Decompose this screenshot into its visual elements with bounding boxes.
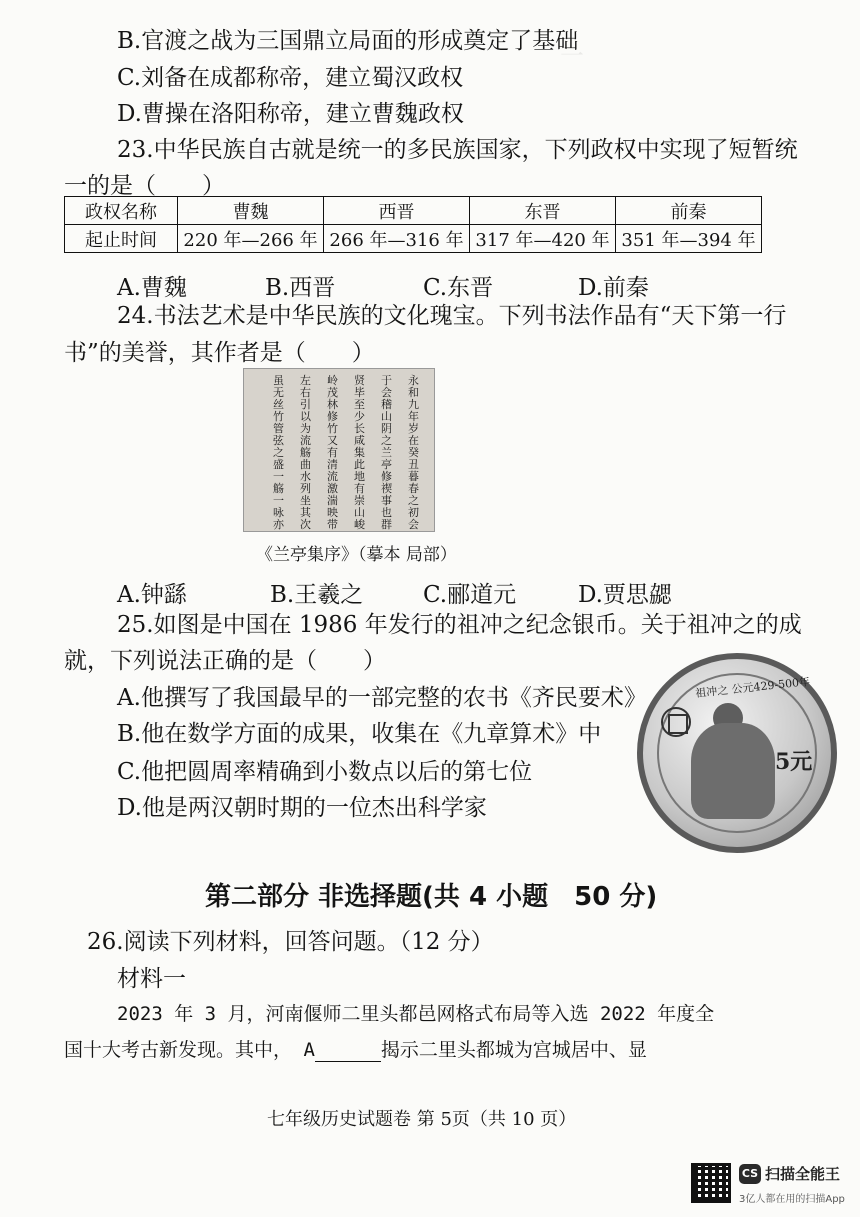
material-text-suffix: 揭示二里头都城为宫城居中、显 (380, 1039, 647, 1061)
q24-option-b: B.王羲之 (270, 582, 364, 608)
qr-code-icon (691, 1163, 731, 1203)
q24-option-a: A.钟繇 (117, 582, 187, 608)
calligraphy-column: 贤毕至少长咸集此地有崇山峻 (354, 374, 365, 531)
q25-option-c: C.他把圆周率精确到小数点以后的第七位 (117, 759, 533, 785)
calligraphy-column: 永和九年岁在癸丑暮春之初会 (408, 374, 419, 531)
q25-option-d: D.他是两汉朝时期的一位杰出科学家 (117, 795, 487, 821)
coin-portrait-figure (691, 723, 775, 819)
q25-stem: 25.如图是中国在 1986 年发行的祖冲之纪念银币。关于祖冲之的成 (117, 612, 802, 638)
q23-option-a: A.曹魏 (117, 275, 187, 301)
calligraphy-column: 虽无丝竹管弦之盛一觞一咏亦 (273, 374, 284, 531)
camscanner-logo-icon: CS (739, 1164, 761, 1184)
table-cell: 351 年—394 年 (616, 225, 762, 253)
q25-option-b: B.他在数学方面的成果，收集在《九章算术》中 (117, 721, 602, 747)
material-text-prefix: 国十大考古新发现。其中， A (64, 1039, 315, 1061)
calligraphy-column: 于会稽山阴之兰亭修禊事也群 (381, 374, 392, 531)
calligraphy-column: 岭茂林修竹又有清流激湍映带 (327, 374, 338, 531)
q22-option-b: B.官渡之战为三国鼎立局面的形成奠定了基础 (117, 28, 579, 54)
show-through-text: 一 (560, 42, 744, 70)
q22-option-c: C.刘备在成都称帝，建立蜀汉政权 (117, 65, 464, 91)
q24-stem: 24.书法艺术是中华民族的文化瑰宝。下列书法作品有“天下第一行 (117, 303, 787, 329)
table-header-cell: 起止时间 (65, 225, 178, 253)
q25-stem-cont: 就，下列说法正确的是（ ） (64, 648, 386, 674)
calligraphy-image (243, 368, 435, 532)
answer-blank (315, 1041, 381, 1062)
regime-table (64, 196, 762, 253)
geometry-diagram-icon (661, 707, 691, 737)
q24-stem-cont: 书”的美誉，其作者是（ ） (64, 340, 375, 366)
table-row (65, 197, 762, 225)
part-two-heading: 第二部分 非选择题(共 4 小题 50 分) (205, 882, 658, 912)
scanner-app-tagline: 3亿人都在用的扫描App (739, 1194, 845, 1205)
table-cell: 266 年—316 年 (324, 225, 470, 253)
calligraphy-caption: 《兰亭集序》（摹本 局部） (256, 545, 457, 565)
q23-option-d: D.前秦 (578, 275, 649, 301)
q23-option-c: C.东晋 (423, 275, 494, 301)
table-cell: 西晋 (324, 197, 470, 225)
q23-stem: 23.中华民族自古就是统一的多民族国家，下列政权中实现了短暂统 (117, 137, 798, 163)
q24-option-c: C.郦道元 (423, 582, 517, 608)
table-row (65, 225, 762, 253)
material-text: 2023 年 3 月，河南偃师二里头都邑网格式布局等入选 2022 年度全 (117, 1003, 715, 1025)
table-cell: 曹魏 (178, 197, 324, 225)
table-cell: 东晋 (470, 197, 616, 225)
q25-option-a: A.他撰写了我国最早的一部完整的农书《齐民要术》 (117, 685, 647, 711)
table-cell: 前秦 (616, 197, 762, 225)
coin-inscription: 祖冲之 公元429-500年 (694, 675, 811, 700)
table-cell: 317 年—420 年 (470, 225, 616, 253)
table-cell: 220 年—266 年 (178, 225, 324, 253)
q23-stem-cont: 一的是（ ） (64, 173, 225, 199)
commemorative-coin-image (637, 653, 837, 853)
page-footer: 七年级历史试题卷 第 5页（共 10 页） (267, 1109, 577, 1130)
calligraphy-column: 左右引以为流觞曲水列坐其次 (300, 374, 311, 531)
table-header-cell: 政权名称 (65, 197, 178, 225)
material-label: 材料一 (117, 966, 186, 992)
q26-stem: 26.阅读下列材料，回答问题。（12 分） (87, 929, 494, 955)
scanner-app-name: 扫描全能王 (765, 1165, 841, 1183)
q23-option-b: B.西晋 (265, 275, 336, 301)
material-text-cont (64, 1039, 647, 1062)
q24-option-d: D.贾思勰 (578, 582, 672, 608)
q22-option-d: D.曹操在洛阳称帝，建立曹魏政权 (117, 101, 464, 127)
coin-denomination: 5元 (775, 749, 813, 775)
